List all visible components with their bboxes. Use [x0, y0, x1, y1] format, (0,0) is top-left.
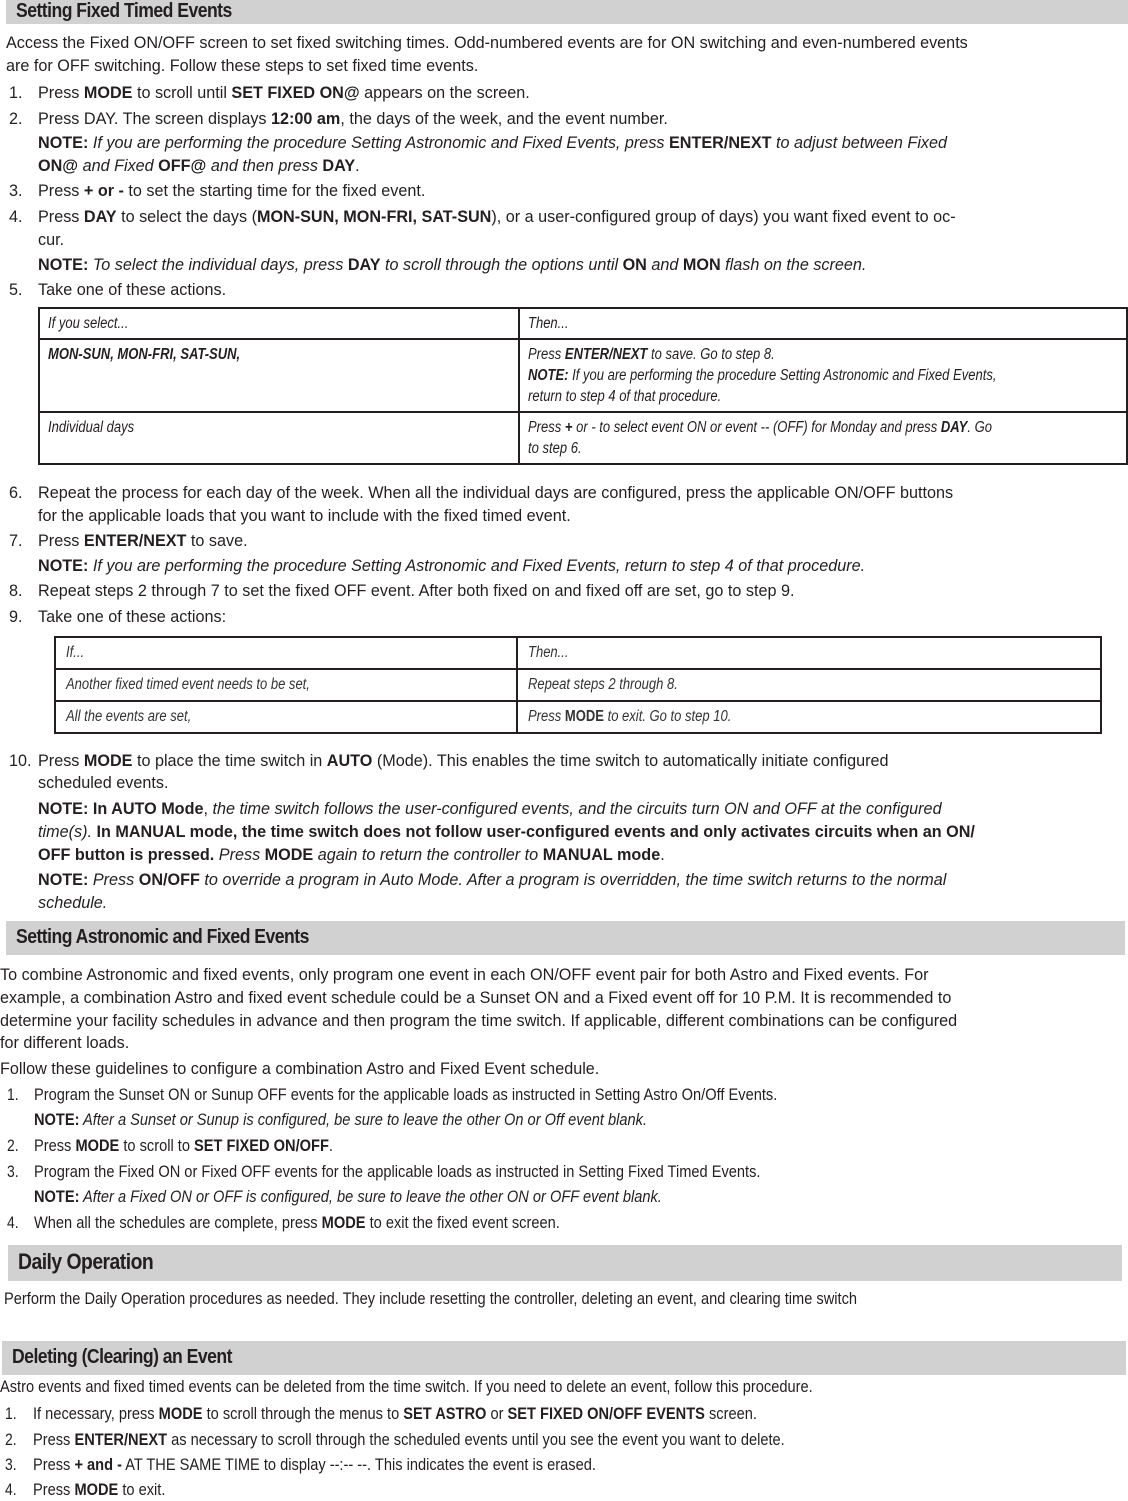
paragraph-line: Follow these guidelines to configure a combination Astro and Fixed Event schedule. — [0, 1060, 600, 1078]
table-cell: Press + or - to select event ON or event -- (OFF) for Monday and press DAY. Go to step 6. — [519, 412, 1127, 464]
intro-paragraph-line: are for OFF switching. Follow these steps to set fixed time events. — [6, 57, 479, 75]
note-text: ON@ and Fixed OFF@ and then press DAY. — [38, 157, 360, 175]
step-number: 8. — [9, 582, 23, 600]
step-text: Press ENTER/NEXT as necessary to scroll through the scheduled events until you see the event you want to delete. — [33, 1430, 785, 1449]
step-text: Press MODE to scroll until SET FIXED ON@ appears on the screen. — [38, 84, 530, 102]
step-text: Press + or - to set the starting time for the fixed event. — [38, 182, 426, 200]
step-text: Program the Sunset ON or Sunup OFF events for the applicable loads as instructed in Setting Astro On/Off Events. — [34, 1085, 778, 1104]
paragraph-line: determine your facility schedules in advance and then program the time switch. If applicable, different combinations can be configured — [0, 1012, 958, 1030]
table-cell: Press ENTER/NEXT to save. Go to step 8. NOTE: If you are performing the procedure Setting Astronomic and Fixed Events, return to step 4 of that procedure. — [519, 339, 1127, 412]
actions-table-day-selection — [38, 307, 1128, 465]
step-text: Program the Fixed ON or Fixed OFF events for the applicable loads as instructed in Setting Fixed Timed Events. — [34, 1162, 761, 1181]
step-text: cur. — [38, 231, 65, 249]
step-text: Press DAY. The screen displays 12:00 am, the days of the week, and the event number. — [38, 110, 668, 128]
step-text: Press MODE to place the time switch in AUTO (Mode). This enables the time switch to automatically initiate configured — [38, 752, 889, 770]
section-header-deleting-event — [2, 1341, 1126, 1375]
step-number: 9. — [9, 608, 23, 626]
note-text: NOTE: If you are performing the procedure Setting Astronomic and Fixed Events, return to step 4 of that procedure. — [38, 557, 866, 575]
step-text: Take one of these actions. — [38, 281, 227, 299]
table-row — [55, 669, 1101, 701]
step-number: 4. — [9, 208, 23, 226]
step-text: Take one of these actions: — [38, 608, 227, 626]
table-header-row — [39, 308, 1127, 339]
step-text: Repeat steps 2 through 7 to set the fixed OFF event. After both fixed on and fixed off are set, go to step 9. — [38, 582, 795, 600]
section-title: Setting Fixed Timed Events — [16, 0, 232, 22]
table-cell: All the events are set, — [55, 701, 517, 733]
step-number: 3. — [5, 1456, 17, 1474]
note-text: time(s). In MANUAL mode, the time switch does not follow user-configured events and only activates circuits when an ON/ — [38, 823, 975, 841]
step-number: 4. — [5, 1481, 17, 1499]
table-header-cell: Then... — [517, 637, 1101, 669]
table-cell: Repeat steps 2 through 8. — [517, 669, 1101, 701]
paragraph-line: for different loads. — [0, 1034, 130, 1052]
step-number: 1. — [5, 1405, 17, 1423]
table-cell: Individual days — [39, 412, 519, 464]
step-text: If necessary, press MODE to scroll through the menus to SET ASTRO or SET FIXED ON/OFF EVENTS screen. — [33, 1404, 757, 1423]
note-text: NOTE: After a Sunset or Sunup is configured, be sure to leave the other On or Off event blank. — [34, 1110, 648, 1129]
table-cell: Press MODE to exit. Go to step 10. — [517, 701, 1101, 733]
table-row — [39, 339, 1127, 412]
note-text: OFF button is pressed. Press MODE again to return the controller to MANUAL mode. — [38, 846, 665, 864]
section-title: Deleting (Clearing) an Event — [12, 1346, 232, 1368]
paragraph-line: Perform the Daily Operation procedures as needed. They include resetting the controller, deleting an event, and clearing time switch — [4, 1289, 858, 1308]
step-number: 2. — [9, 110, 23, 128]
step-number: 4. — [7, 1214, 19, 1232]
note-text: NOTE: Press ON/OFF to override a program in Auto Mode. After a program is overridden, the time switch returns to the normal — [38, 871, 947, 889]
section-header-astronomic-fixed-events — [6, 921, 1125, 955]
step-number: 2. — [7, 1137, 19, 1155]
section-header-daily-operation — [8, 1245, 1122, 1281]
paragraph-line: example, a combination Astro and fixed event schedule could be a Sunset ON and a Fixed event off for 10 P.M. It is recommended to — [0, 989, 952, 1007]
step-text: Press ENTER/NEXT to save. — [38, 532, 248, 550]
note-text: NOTE: After a Fixed ON or OFF is configured, be sure to leave the other ON or OFF event blank. — [34, 1187, 662, 1206]
section-title: Daily Operation — [18, 1249, 154, 1274]
step-number: 7. — [9, 532, 23, 550]
step-number: 1. — [7, 1086, 19, 1104]
step-number: 1. — [9, 84, 23, 102]
paragraph-line: Astro events and fixed timed events can be deleted from the time switch. If you need to delete an event, follow this procedure. — [0, 1377, 813, 1396]
step-text: Press DAY to select the days (MON-SUN, MON-FRI, SAT-SUN), or a user-configured group of days) you want fixed event to oc- — [38, 208, 956, 226]
step-text: for the applicable loads that you want to include with the fixed timed event. — [38, 507, 571, 525]
step-number: 3. — [9, 182, 23, 200]
step-text: Press MODE to scroll to SET FIXED ON/OFF. — [34, 1136, 333, 1155]
table-header-cell: Then... — [519, 308, 1127, 339]
table-header-row — [55, 637, 1101, 669]
table-cell: MON-SUN, MON-FRI, SAT-SUN, — [39, 339, 519, 412]
table-row — [39, 412, 1127, 464]
step-number: 6. — [9, 484, 23, 502]
step-number: 10. — [9, 752, 32, 770]
note-text: NOTE: To select the individual days, press DAY to scroll through the options until ON and MON flash on the screen. — [38, 256, 867, 274]
step-text: Repeat the process for each day of the week. When all the individual days are configured, press the applicable ON/OFF buttons — [38, 484, 954, 502]
step-text: scheduled events. — [38, 774, 169, 792]
step-number: 5. — [9, 281, 23, 299]
table-header-cell: If... — [55, 637, 517, 669]
table-cell: Another fixed timed event needs to be set, — [55, 669, 517, 701]
note-text: NOTE: In AUTO Mode, the time switch follows the user-configured events, and the circuits turn ON and OFF at the configured — [38, 800, 942, 818]
step-number: 2. — [5, 1431, 17, 1449]
section-header-fixed-timed-events — [6, 0, 1128, 24]
step-text: When all the schedules are complete, press MODE to exit the fixed event screen. — [34, 1213, 560, 1232]
table-header-cell: If you select... — [39, 308, 519, 339]
intro-paragraph-line: Access the Fixed ON/OFF screen to set fixed switching times. Odd-numbered events are for ON switching and even-numbered events — [6, 34, 968, 52]
note-text: NOTE: If you are performing the procedure Setting Astronomic and Fixed Events, press ENTER/NEXT to adjust between Fixed — [38, 134, 948, 152]
paragraph-line: To combine Astronomic and fixed events, only program one event in each ON/OFF event pair for both Astro and Fixed events. For — [0, 966, 929, 984]
step-text: Press MODE to exit. — [33, 1480, 166, 1499]
actions-table-next-steps — [54, 636, 1102, 734]
step-text: Press + and - AT THE SAME TIME to display --:-- --. This indicates the event is erased. — [33, 1455, 596, 1474]
table-row — [55, 701, 1101, 733]
note-text: schedule. — [38, 894, 108, 912]
step-number: 3. — [7, 1163, 19, 1181]
section-title: Setting Astronomic and Fixed Events — [16, 926, 309, 948]
